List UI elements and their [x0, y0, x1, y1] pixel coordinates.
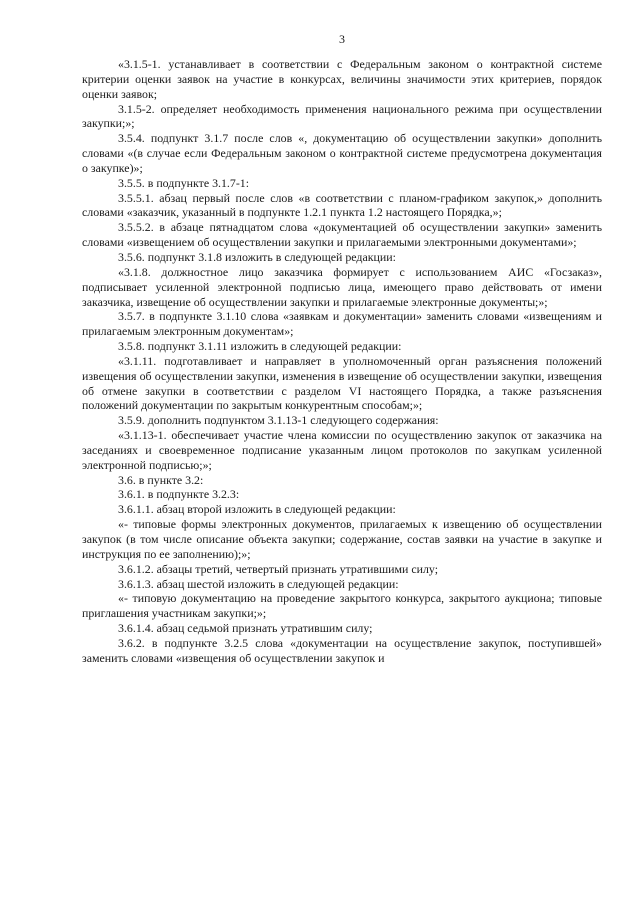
- paragraph-3-6-2: 3.6.2. в подпункте 3.2.5 слова «документации на осуществление закупок, поступившей» заменить словами «извещения об осуществлении закупок и: [82, 635, 602, 665]
- paragraph-3-1-5-2: 3.1.5-2. определяет необходимость применения национального режима при осуществлении закупки;»;: [82, 101, 602, 131]
- paragraph-3-5-5-2: 3.5.5.2. в абзаце пятнадцатом слова «документацией об осуществлении закупки» заменить словами «извещением об осуществлении закупки и прилагаемыми электронными документами»;: [82, 220, 602, 250]
- paragraph-3-5-6: 3.5.6. подпункт 3.1.8 изложить в следующей редакции:: [118, 249, 396, 264]
- paragraph-3-6: 3.6. в пункте 3.2:: [118, 472, 204, 487]
- paragraph-typical-forms: «- типовые формы электронных документов, прилагаемых к извещению об осуществлении закупок (в том числе описание объекта закупки; содержание, состав заявки на участие в закупке и инструкция по ее заполнению);»;: [82, 517, 602, 561]
- paragraph-3-1-13-1: «3.1.13-1. обеспечивает участие члена комиссии по осуществлению закупок от заказчика на заседаниях и своевременное подписание указанным лицом протоколов по закупкам усиленной электронной подписью;»;: [82, 428, 602, 472]
- page-number: 3: [339, 32, 345, 46]
- paragraph-3-6-1: 3.6.1. в подпункте 3.2.3:: [118, 487, 240, 502]
- paragraph-3-5-4: 3.5.4. подпункт 3.1.7 после слов «, документацию об осуществлении закупки» дополнить словами «(в случае если Федеральным законом о контрактной системе предусмотрена документация о закупке)»;: [82, 131, 602, 175]
- paragraph-3-1-8: «3.1.8. должностное лицо заказчика формирует с использованием АИС «Госзаказ», подписывает усиленной электронной подписью лица, имеющего право действовать от имени заказчика, извещение об осуществлении закупки и прилагаемые электронные документы;»;: [82, 264, 602, 309]
- paragraph-3-6-1-1: 3.6.1.1. абзац второй изложить в следующей редакции:: [118, 502, 396, 517]
- paragraph-3-5-8: 3.5.8. подпункт 3.1.11 изложить в следующей редакции:: [118, 339, 402, 354]
- paragraph-3-1-11: «3.1.11. подготавливает и направляет в уполномоченный орган разъяснения положений извещения об осуществлении закупки, изменения в извещение об осуществлении закупки, извещения об отмене закупки в соответствии с разделом VI настоящего Порядка, а также разъяснения положений документации по закрытым конкурентным способам;»;: [82, 353, 602, 413]
- paragraph-3-5-7: 3.5.7. в подпункте 3.1.10 слова «заявкам и документации» заменить словами «извещениям и прилагаемым электронным документам»;: [82, 309, 602, 339]
- paragraph-3-6-1-4: 3.6.1.4. абзац седьмой признать утратившим силу;: [118, 621, 373, 636]
- paragraph-3-6-1-3: 3.6.1.3. абзац шестой изложить в следующей редакции:: [118, 576, 399, 591]
- paragraph-3-6-1-2: 3.6.1.2. абзацы третий, четвертый признать утратившими силу;: [118, 561, 439, 576]
- paragraph-3-5-5-1: 3.5.5.1. абзац первый после слов «в соответствии с планом-графиком закупок,» дополнить словами «заказчик, указанный в подпункте 1.2.1 пункта 1.2 настоящего Порядка,»;: [82, 190, 602, 220]
- paragraph-3-5-5: 3.5.5. в подпункте 3.1.7-1:: [118, 175, 250, 190]
- paragraph-3-1-5-1: «3.1.5-1. устанавливает в соответствии с Федеральным законом о контрактной системе критерии оценки заявок на участие в конкурсах, величины значимости этих критериев, порядок оценки заявок;: [82, 57, 602, 101]
- paragraph-3-5-9: 3.5.9. дополнить подпунктом 3.1.13-1 следующего содержания:: [118, 413, 439, 428]
- paragraph-typical-documentation: «- типовую документацию на проведение закрытого конкурса, закрытого аукциона; типовые приглашения участникам закупки;»;: [82, 591, 602, 621]
